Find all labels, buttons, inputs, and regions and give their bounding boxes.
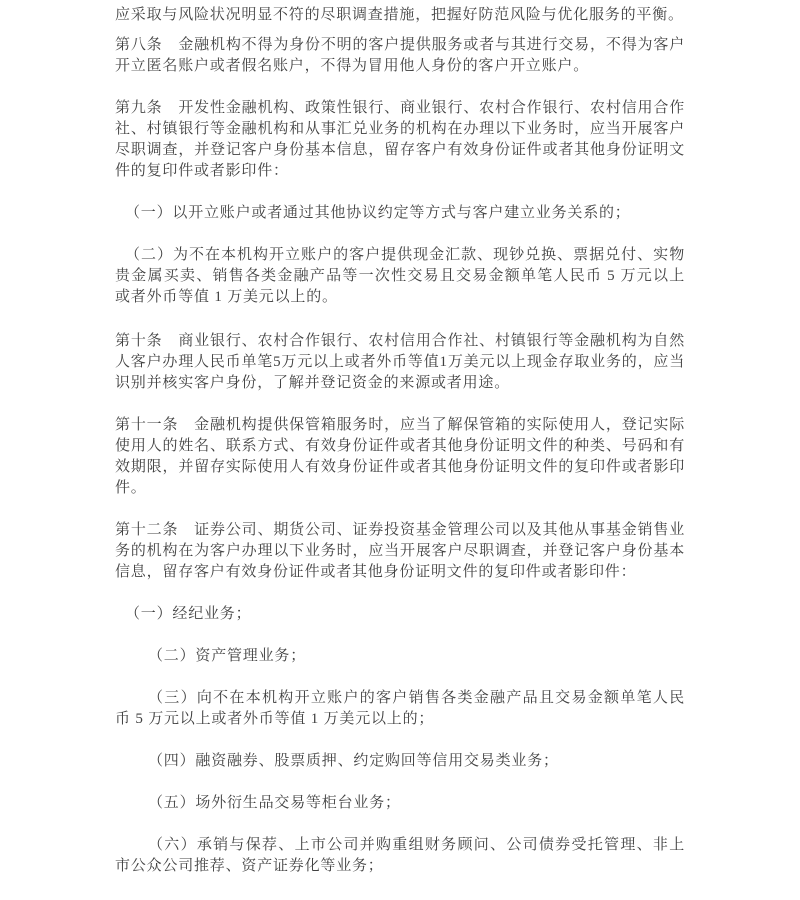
article-8-paragraph: 第八条 金融机构不得为身份不明的客户提供服务或者与其进行交易，不得为客户开立匿名账户或者假名账户，不得为冒用他人身份的客户开立账户。: [115, 37, 685, 74]
article-10-paragraph: 第十条 商业银行、农村合作银行、农村信用合作社、村镇银行等金融机构为自然人客户办理人民币单笔5万元以上或者外币等值1万美元以上现金存取业务的，应当识别并核实客户身份，了解并登记资金的来源或者用途。: [115, 333, 685, 391]
article-9-item-2: （二）为不在本机构开立账户的客户提供现金汇款、现钞兑换、票据兑付、实物贵金属买卖、销售各类金融产品等一次性交易且交易金额单笔人民币 5 万元以上或者外币等值 1 万美元以上的。: [115, 247, 685, 305]
article-11-paragraph: 第十一条 金融机构提供保管箱服务时，应当了解保管箱的实际使用人，登记实际使用人的姓名、联系方式、有效身份证件或者其他身份证明文件的种类、号码和有效期限，并留存实际使用人有效身份证件或者其他身份证明文件的复印件或者影印件。: [115, 417, 685, 496]
paragraph-continuation: 应采取与风险状况明显不符的尽职调查措施，把握好防范风险与优化服务的平衡。: [115, 7, 684, 23]
article-12-item-1: （一）经纪业务；: [125, 606, 252, 622]
article-9-item-1: （一）以开立账户或者通过其他协议约定等方式与客户建立业务关系的；: [125, 205, 631, 221]
article-12-item-2: （二）资产管理业务；: [148, 648, 307, 664]
article-12-paragraph: 第十二条 证券公司、期货公司、证券投资基金管理公司以及其他从事基金销售业务的机构在为客户办理以下业务时，应当开展客户尽职调查，并登记客户身份基本信息，留存客户有效身份证件或者其他身份证明文件的复印件或者影印件：: [115, 522, 685, 580]
article-12-item-6: （六）承销与保荐、上市公司并购重组财务顾问、公司债券受托管理、非上市公众公司推荐、资产证券化等业务；: [115, 837, 685, 874]
article-12-item-4: （四）融资融券、股票质押、约定购回等信用交易类业务；: [148, 753, 559, 769]
article-12-item-3: （三）向不在本机构开立账户的客户销售各类金融产品且交易金额单笔人民币 5 万元以上或者外币等值 1 万美元以上的；: [115, 690, 685, 727]
article-9-paragraph: 第九条 开发性金融机构、政策性银行、商业银行、农村合作银行、农村信用合作社、村镇银行等金融机构和从事汇兑业务的机构在办理以下业务时，应当开展客户尽职调查，并登记客户身份基本信息，留存客户有效身份证件或者其他身份证明文件的复印件或者影印件：: [115, 100, 685, 179]
article-12-item-5: （五）场外衍生品交易等柜台业务；: [148, 795, 401, 811]
